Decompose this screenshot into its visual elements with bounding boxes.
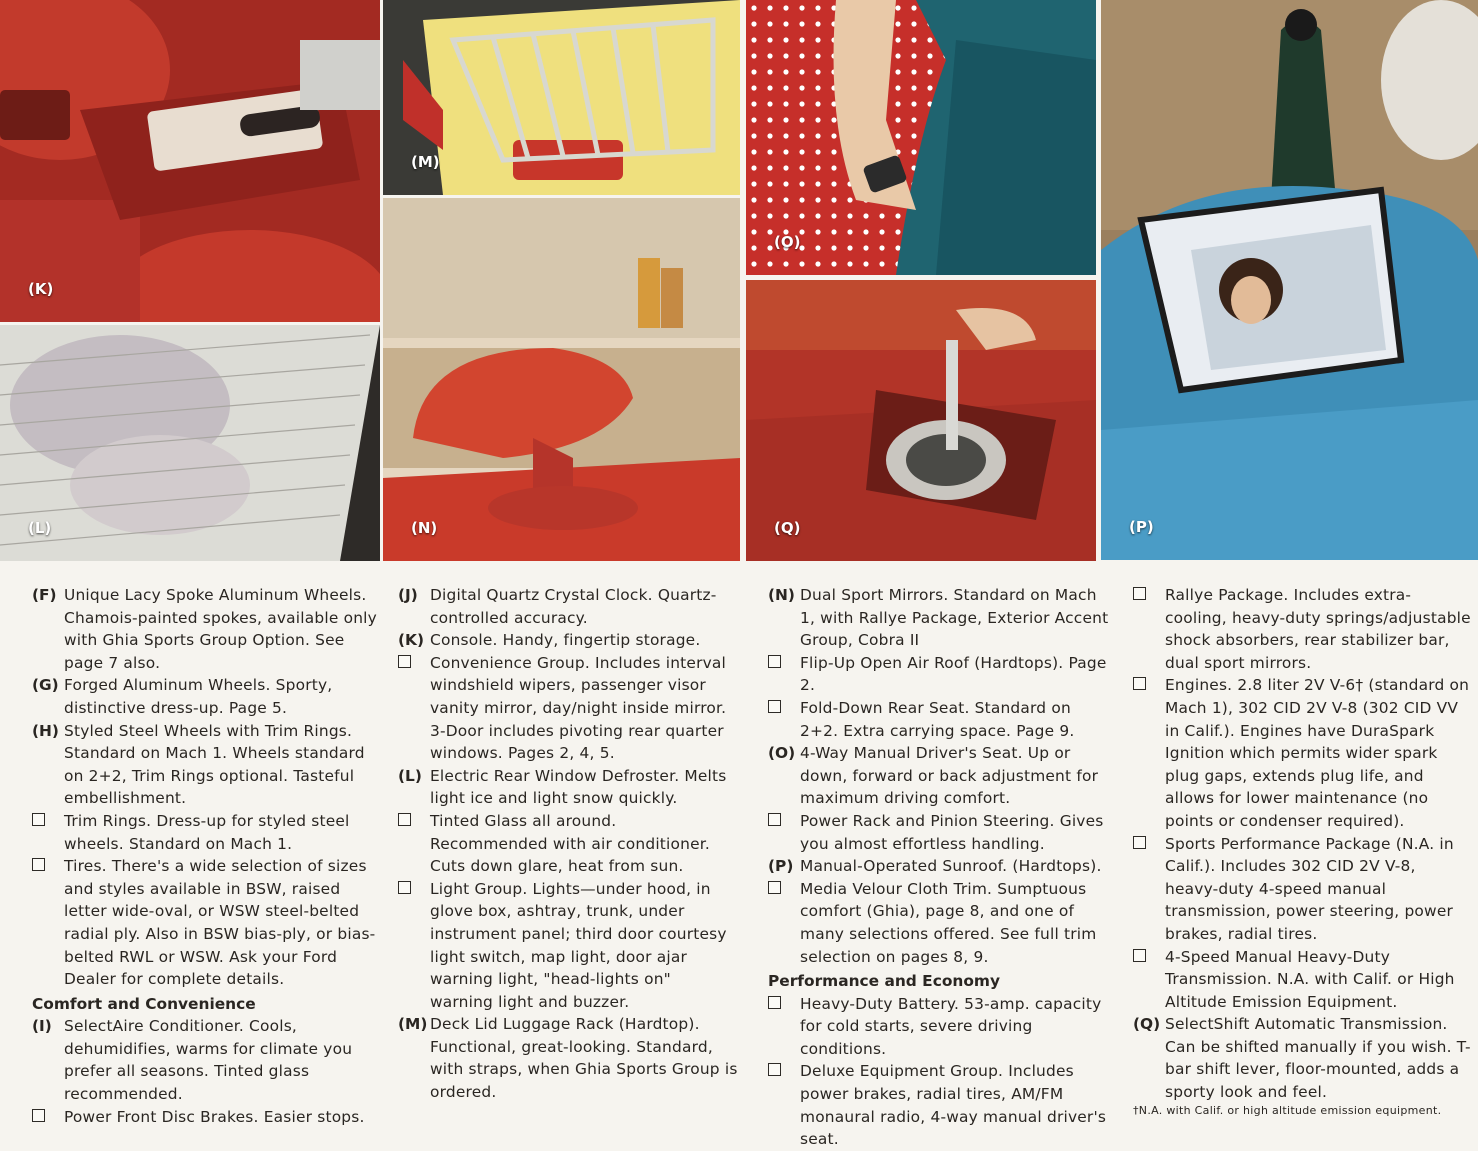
list-item bbox=[32, 810, 377, 855]
column-3 bbox=[768, 584, 1113, 1151]
item-marker: (J) bbox=[398, 586, 418, 604]
item-text: Tires. There's a wide selection of sizes and styles available in BSW, raised letter wide-oval, or WSW steel-belted radial ply. Also in BSW bias-ply, or bias-belted RWL or WSW. Ask your Ford Dealer for complete details. bbox=[64, 857, 376, 989]
photo-O bbox=[746, 0, 1096, 275]
list-item bbox=[1133, 946, 1473, 1014]
item-text: Deck Lid Luggage Rack (Hardtop). Functional, great-looking. Standard, with straps, when Ghia Sports Group is ordered. bbox=[430, 1015, 738, 1102]
column-4 bbox=[1133, 584, 1473, 1118]
item-text: Unique Lacy Spoke Aluminum Wheels. Chamois-painted spokes, available only with Ghia Sports Group Option. See page 7 also. bbox=[64, 586, 377, 672]
photo-N bbox=[383, 198, 740, 561]
photo-label: (N) bbox=[411, 519, 438, 537]
item-text: Manual-Operated Sunroof. (Hardtops). bbox=[800, 857, 1102, 876]
list-item bbox=[768, 652, 1113, 697]
footnote: †N.A. with Calif. or high altitude emission equipment. bbox=[1133, 1103, 1442, 1117]
list-item bbox=[768, 810, 1113, 855]
item-marker: (Q) bbox=[1133, 1015, 1161, 1034]
list-item bbox=[32, 674, 377, 719]
photo-L bbox=[0, 325, 380, 561]
option-checkbox-icon bbox=[1133, 949, 1146, 962]
list-item bbox=[768, 584, 1113, 652]
photo-label: (P) bbox=[1129, 518, 1154, 536]
item-marker: (L) bbox=[398, 766, 422, 785]
item-text: 4-Way Manual Driver's Seat. Up or down, forward or back adjustment for maximum driving comfort. bbox=[800, 744, 1099, 808]
item-marker: (M) bbox=[398, 1015, 428, 1034]
item-marker: (G) bbox=[32, 676, 59, 695]
item-text: Heavy-Duty Battery. 53-amp. capacity for cold starts, severe driving conditions. bbox=[800, 994, 1102, 1058]
list-item bbox=[32, 1015, 377, 1105]
item-text: Digital Quartz Crystal Clock. Quartz-controlled accuracy. bbox=[430, 586, 717, 627]
option-checkbox-icon bbox=[768, 996, 781, 1009]
item-text: Tinted Glass all around. Recommended with air conditioner. Cuts down glare, heat from sun. bbox=[430, 811, 710, 876]
list-item bbox=[768, 993, 1113, 1061]
item-text: Fold-Down Rear Seat. Standard on 2+2. Extra carrying space. Page 9. bbox=[800, 698, 1075, 740]
option-checkbox-icon bbox=[768, 700, 781, 713]
photo-label: (K) bbox=[28, 280, 54, 298]
item-text: 4-Speed Manual Heavy-Duty Transmission. N.A. with Calif. or High Altitude Emission Equipment. bbox=[1165, 947, 1455, 1011]
option-checkbox-icon bbox=[768, 655, 781, 668]
option-checkbox-icon bbox=[768, 881, 781, 894]
list-item bbox=[768, 855, 1113, 878]
list-item bbox=[398, 765, 738, 810]
photo-label: (Q) bbox=[774, 519, 801, 537]
item-text: Electric Rear Window Defroster. Melts light ice and light snow quickly. bbox=[430, 766, 727, 808]
list-item bbox=[398, 878, 738, 1014]
item-text: Forged Aluminum Wheels. Sporty, distinctive dress-up. Page 5. bbox=[64, 676, 333, 717]
section-heading: Performance and Economy bbox=[768, 972, 1000, 991]
photo-label: (L) bbox=[28, 519, 52, 537]
list-item bbox=[32, 855, 377, 991]
photo-P bbox=[1101, 0, 1478, 560]
list-item bbox=[768, 878, 1113, 968]
list-item bbox=[768, 1060, 1113, 1150]
list-item bbox=[398, 629, 738, 652]
list-item bbox=[398, 1013, 738, 1103]
photo-Q bbox=[746, 280, 1096, 561]
console-photo-icon bbox=[0, 0, 380, 322]
list-item bbox=[1133, 674, 1473, 832]
sport-mirror-photo-icon bbox=[383, 198, 740, 561]
list-item bbox=[398, 652, 738, 765]
item-text: Convenience Group. Includes interval windshield wipers, passenger visor vanity mirror, day/night inside mirror. 3-Door includes pivoting rear quarter windows. Pages 2, 4, 5. bbox=[430, 653, 727, 763]
item-marker: (I) bbox=[32, 1017, 52, 1036]
list-item bbox=[398, 810, 738, 878]
item-text: Rallye Package. Includes extra-cooling, heavy-duty springs/adjustable shock absorbers, rear stabilizer bar, dual sport mirrors. bbox=[1165, 586, 1471, 672]
item-text: Light Group. Lights—under hood, in glove box, ashtray, trunk, under instrument panel; third door courtesy light switch, map light, door ajar warning light, "head-lights on" warning light and buzzer. bbox=[430, 879, 727, 1011]
option-checkbox-icon bbox=[1133, 677, 1146, 690]
item-text: SelectShift Automatic Transmission. Can be shifted manually if you wish. T-bar shift lever, floor-mounted, adds a sporty look and feel. bbox=[1165, 1015, 1471, 1102]
list-item bbox=[398, 584, 738, 629]
item-marker: (O) bbox=[768, 744, 796, 763]
item-marker: (P) bbox=[768, 857, 794, 876]
item-text: Deluxe Equipment Group. Includes power brakes, radial tires, AM/FM monaural radio, 4-way manual driver's seat. bbox=[800, 1062, 1107, 1149]
photo-label: (O) bbox=[774, 233, 801, 251]
photo-M bbox=[383, 0, 740, 195]
item-text: Styled Steel Wheels with Trim Rings. Standard on Mach 1. Wheels standard on 2+2, Trim Rings optional. Tasteful embellishment. bbox=[64, 721, 365, 808]
item-marker: (H) bbox=[32, 721, 59, 740]
option-checkbox-icon bbox=[398, 655, 411, 668]
item-text: Power Front Disc Brakes. Easier stops. bbox=[64, 1107, 365, 1126]
list-item bbox=[32, 1106, 377, 1129]
column-1 bbox=[32, 584, 377, 1128]
section-heading: Comfort and Convenience bbox=[32, 994, 256, 1013]
sunroof-photo-icon bbox=[1101, 0, 1478, 560]
option-checkbox-icon bbox=[1133, 836, 1146, 849]
item-text: Media Velour Cloth Trim. Sumptuous comfort (Ghia), page 8, and one of many selections offered. See full trim selection on pages 8, 9. bbox=[800, 879, 1097, 966]
item-text: Engines. 2.8 liter 2V V-6† (standard on Mach 1), 302 CID 2V V-8 (302 CID VV in Calif.). Engines have DuraSpark Ignition which permits wider spark plug gaps, extends plug life, and allows for lower maintenance (no points or condenser required). bbox=[1165, 676, 1470, 830]
list-item bbox=[768, 742, 1113, 810]
item-marker: (N) bbox=[768, 586, 795, 604]
option-checkbox-icon bbox=[398, 813, 411, 826]
option-checkbox-icon bbox=[32, 858, 45, 871]
item-text: Dual Sport Mirrors. Standard on Mach 1, with Rallye Package, Exterior Accent Group, Cobra II bbox=[800, 586, 1109, 650]
option-checkbox-icon bbox=[1133, 587, 1146, 600]
list-item bbox=[1133, 1013, 1473, 1103]
list-item bbox=[32, 720, 377, 810]
list-item bbox=[1133, 584, 1473, 674]
column-2 bbox=[398, 584, 738, 1104]
item-text: Console. Handy, fingertip storage. bbox=[430, 631, 701, 650]
item-text: Trim Rings. Dress-up for styled steel wheels. Standard on Mach 1. bbox=[64, 811, 350, 853]
list-item bbox=[32, 584, 377, 674]
item-text: SelectAire Conditioner. Cools, dehumidifies, warms for climate you prefer all seasons. Tinted glass recommended. bbox=[64, 1017, 353, 1104]
option-checkbox-icon bbox=[768, 813, 781, 826]
item-text: Power Rack and Pinion Steering. Gives you almost effortless handling. bbox=[800, 811, 1104, 853]
rear-window-photo-icon bbox=[0, 325, 380, 561]
option-checkbox-icon bbox=[398, 881, 411, 894]
photo-label: (M) bbox=[411, 153, 440, 171]
option-checkbox-icon bbox=[32, 1109, 45, 1122]
item-text: Flip-Up Open Air Roof (Hardtops). Page 2. bbox=[800, 653, 1107, 695]
item-marker: (K) bbox=[398, 631, 424, 650]
list-item bbox=[768, 697, 1113, 742]
photo-K bbox=[0, 0, 380, 322]
item-marker: (F) bbox=[32, 586, 57, 604]
option-checkbox-icon bbox=[768, 1063, 781, 1076]
item-text: Sports Performance Package (N.A. in Calif.). Includes 302 CID 2V V-8, heavy-duty 4-speed manual transmission, power steering, power brakes, radial tires. bbox=[1165, 834, 1454, 943]
list-item bbox=[1133, 833, 1473, 946]
option-checkbox-icon bbox=[32, 813, 45, 826]
